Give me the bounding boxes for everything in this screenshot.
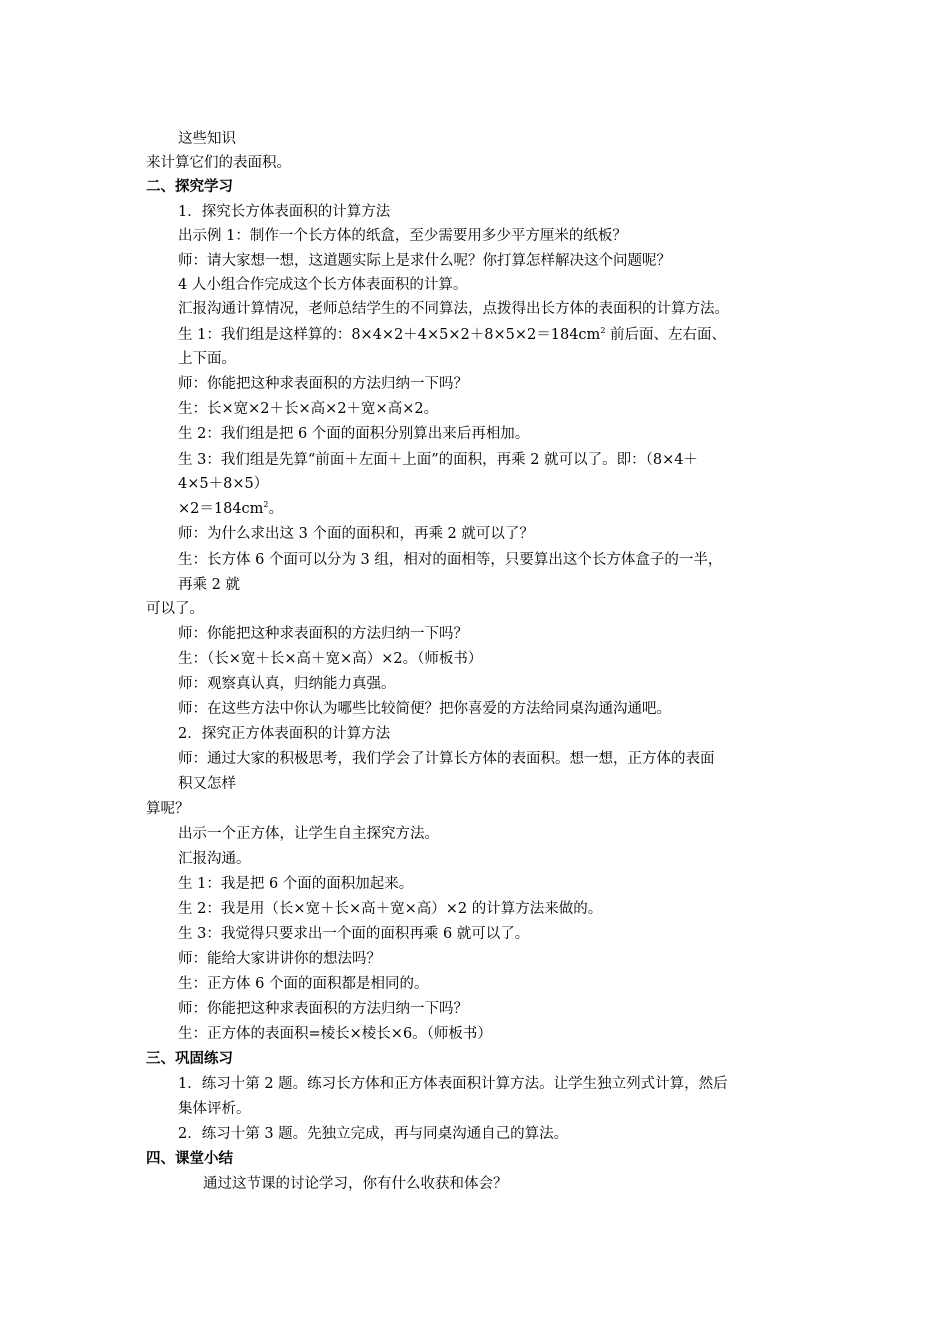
paragraph-line: 出示例 1：制作一个长方体的纸盒，至少需要用多少平方厘米的纸板？ [178,228,627,244]
paragraph-line: 4×5＋8×5） [178,476,269,492]
paragraph-line: 可以了。 [146,601,204,617]
paragraph-line: 来计算它们的表面积。 [146,155,291,171]
formula-text: 生 1：我们组是这样算的：8×4×2＋4×5×2＋8×5×2＝184cm [178,327,601,343]
paragraph-line: 生 3：我觉得只要求出一个面的面积再乘 6 就可以了。 [178,926,530,942]
subsection-heading: 1．探究长方体表面积的计算方法 [178,204,391,220]
paragraph-line: 师：观察真认真，归纳能力真强。 [178,676,396,692]
paragraph-line: 生：长方体 6 个面可以分为 3 组，相对的面相等，只要算出这个长方体盒子的一半， [178,552,723,568]
paragraph-line [178,323,726,347]
paragraph-line: 这些知识 [178,131,236,147]
section-heading: 三、巩固练习 [146,1051,233,1067]
paragraph-line: 生：（长×宽＋长×高＋宽×高）×2。（师板书） [178,651,483,667]
paragraph-line: 师：在这些方法中你认为哪些比较简便？把你喜爱的方法给同桌沟通沟通吧。 [178,701,671,717]
paragraph-line: 集体评析。 [178,1101,251,1117]
paragraph-line: 汇报沟通计算情况，老师总结学生的不同算法，点拨得出长方体的表面积的计算方法。 [178,301,729,317]
paragraph-line: 再乘 2 就 [178,577,240,593]
paragraph-line: 生 2：我们组是把 6 个面的面积分别算出来后再相加。 [178,426,530,442]
paragraph-line: 生：正方体的表面积=棱长×棱长×6。（师板书） [178,1026,492,1042]
paragraph-line: 出示一个正方体，让学生自主探究方法。 [178,826,439,842]
paragraph-line: 4 人小组合作完成这个长方体表面积的计算。 [178,277,468,293]
paragraph-line: 师：你能把这种求表面积的方法归纳一下吗？ [178,1001,468,1017]
paragraph-line: 生：长×宽×2＋长×高×2＋宽×高×2。 [178,401,439,417]
paragraph-line: 生 3：我们组是先算“前面＋左面＋上面”的面积，再乘 2 就可以了。即：（8×4＋ [178,452,698,468]
formula-tail: 前后面、左右面、 [605,327,727,343]
superscript: 2 [600,326,606,335]
paragraph-line: 积又怎样 [178,776,236,792]
paragraph-line: 生 2：我是用（长×宽＋长×高＋宽×高）×2 的计算方法来做的。 [178,901,603,917]
paragraph-line: 师：为什么求出这 3 个面的面积和，再乘 2 就可以了？ [178,526,534,542]
paragraph-line: 算呢？ [146,801,190,817]
section-heading: 二、探究学习 [146,179,233,195]
subsection-heading: 2．探究正方体表面积的计算方法 [178,726,391,742]
paragraph-line: 师：请大家想一想，这道题实际上是求什么呢？你打算怎样解决这个问题呢？ [178,253,671,269]
formula-text: ×2＝184cm [178,501,264,517]
paragraph-line: 师：你能把这种求表面积的方法归纳一下吗？ [178,376,468,392]
paragraph-line: 师：能给大家讲讲你的想法吗？ [178,951,381,967]
paragraph-line: 师：你能把这种求表面积的方法归纳一下吗？ [178,626,468,642]
paragraph-line: 2．练习十第 3 题。先独立完成，再与同桌沟通自己的算法。 [178,1126,569,1142]
superscript: 2 [263,500,269,509]
paragraph-line: 师：通过大家的积极思考，我们学会了计算长方体的表面积。想一想，正方体的表面 [178,751,715,767]
paragraph-line: 1．练习十第 2 题。练习长方体和正方体表面积计算方法。让学生独立列式计算，然后 [178,1076,728,1092]
paragraph-line: 上下面。 [178,351,236,367]
formula-tail: 。 [268,501,284,517]
paragraph-line [178,497,283,521]
paragraph-line: 生：正方体 6 个面的面积都是相同的。 [178,976,429,992]
paragraph-line: 通过这节课的讨论学习，你有什么收获和体会？ [203,1176,508,1192]
section-heading: 四、课堂小结 [146,1151,233,1167]
paragraph-line: 生 1：我是把 6 个面的面积加起来。 [178,876,414,892]
paragraph-line: 汇报沟通。 [178,851,251,867]
